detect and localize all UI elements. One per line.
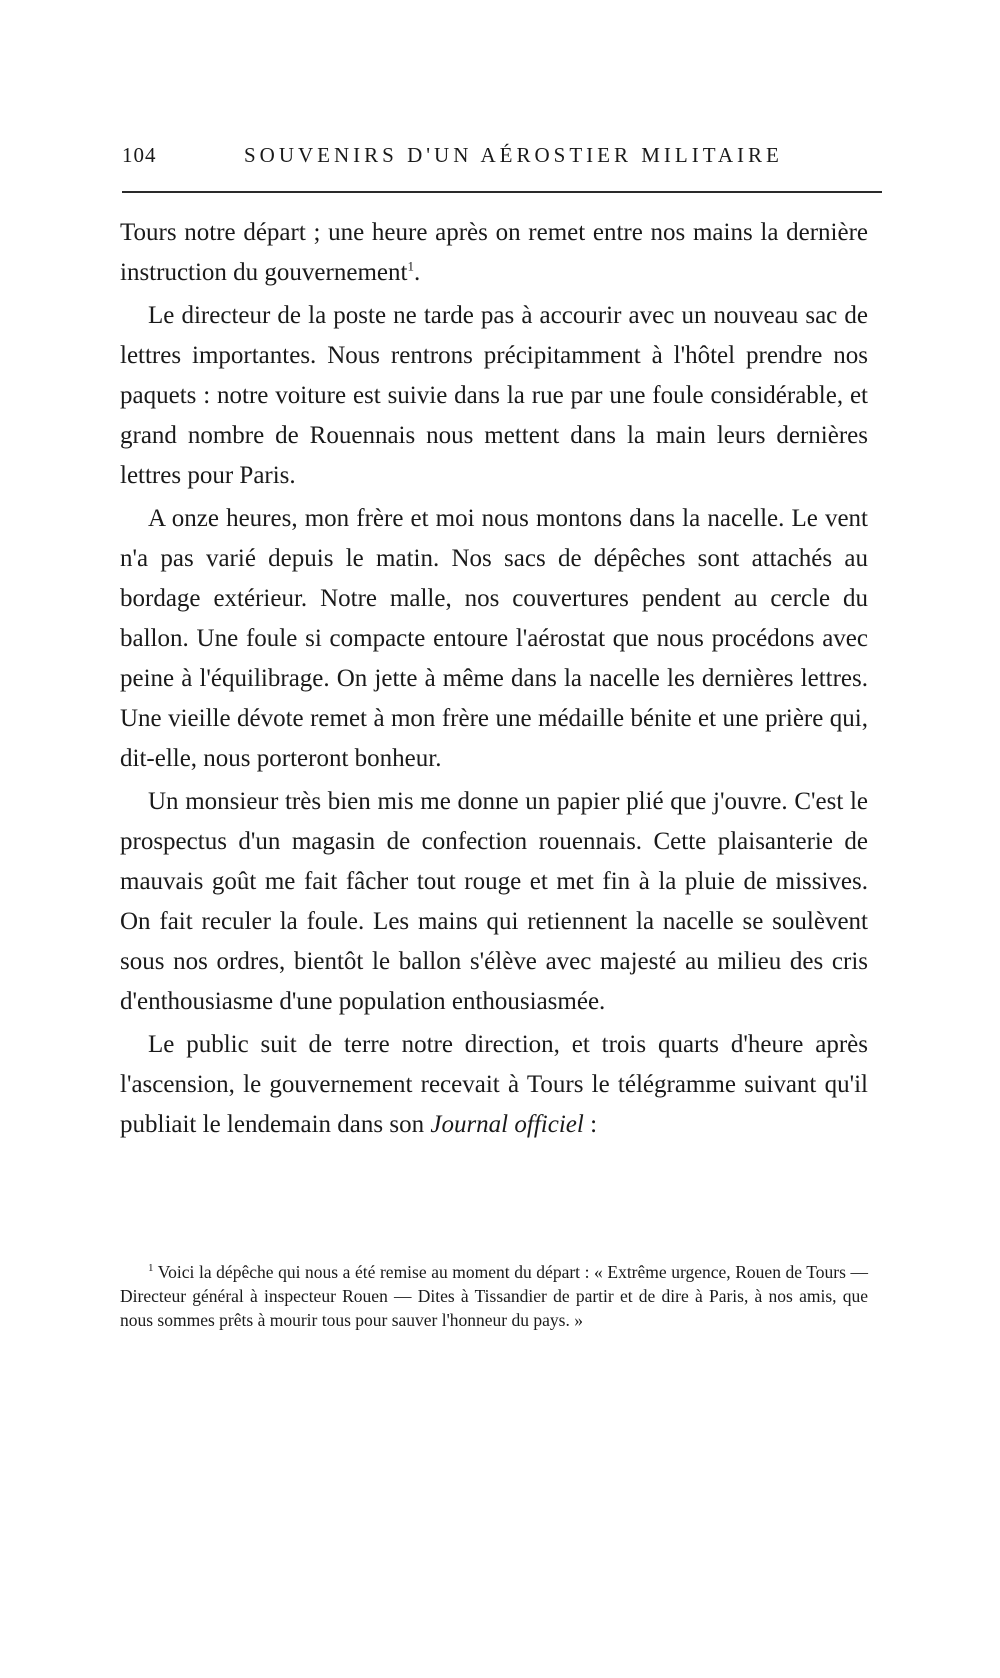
paragraph-5-end: : [583,1111,598,1138]
paragraph-1-end: . [413,259,421,286]
paragraph-5 [120,1025,868,1145]
paragraph-4: Un monsieur très bien mis me donne un papier plié que j'ouvre. C'est le prospectus d'un magasin de confection rouennais. Cette plaisanterie de mauvais goût me fait fâcher tout rouge et met fin à la pluie de missives. On fait reculer la foule. Les mains qui retiennent la nacelle se soulèvent sous nos ordres, bientôt le ballon s'élève avec majesté au milieu des cris d'enthousiasme d'une population enthousiasmée. [120,788,868,1015]
paragraph-3: A onze heures, mon frère et moi nous montons dans la nacelle. Le vent n'a pas varié depuis le matin. Nos sacs de dépêches sont attachés au bordage extérieur. Notre malle, nos couvertures pendent au cercle du ballon. Une foule si compacte entoure l'aérostat que nous procédons avec peine à l'équilibrage. On jette à même dans la nacelle les dernières lettres. Une vieille dévote remet à mon frère une médaille bénite et une prière qui, dit-elle, nous porteront bonheur. [120,505,868,772]
running-head [122,143,882,173]
journal-title: Journal officiel [430,1111,584,1138]
footnote-paragraph [120,1260,868,1332]
paragraph-1-text: Tours notre départ ; une heure après on remet entre nos mains la dernière instruction du gouvernement [120,219,868,286]
running-title: SOUVENIRS D'UN AÉROSTIER MILITAIRE [244,143,783,167]
paragraph-5-text: Le public suit de terre notre direction, et trois quarts d'heure après l'ascension, le gouvernement recevait à Tours le télégramme suivant qu'il publiait le lendemain dans son [120,1031,868,1138]
footnote-text: Voici la dépêche qui nous a été remise au moment du départ : « Extrême urgence, Rouen de Tours — Directeur général à inspecteur Rouen — Dites à Tissandier de partir et de dire à Paris, à nos amis, que nous sommes prêts à mourir tous pour sauver l'honneur du pays. » [120,1262,868,1330]
body-text [120,213,868,1145]
paragraph-2: Le directeur de la poste ne tarde pas à accourir avec un nouveau sac de lettres importantes. Nous rentrons précipitamment à l'hôtel prendre nos paquets : notre voiture est suivie dans la rue par une foule considérable, et grand nombre de Rouennais nous mettent dans la main leurs dernières lettres pour Paris. [120,302,868,489]
footnote-marker: 1 [148,1262,154,1275]
footnote-reference: 1 [407,258,414,274]
footnote [120,1260,868,1332]
page-number: 104 [122,143,157,167]
header-rule [122,191,882,193]
paragraph-1 [120,213,868,293]
